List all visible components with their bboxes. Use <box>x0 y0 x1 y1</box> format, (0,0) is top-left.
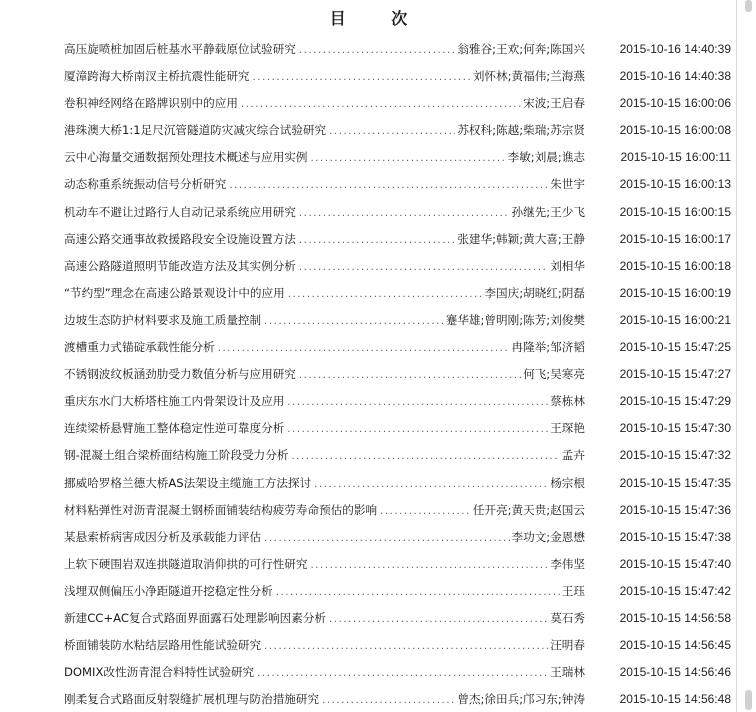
dot-leader <box>314 479 548 490</box>
entry-timestamp: 2015-10-15 15:47:29 <box>619 394 731 409</box>
entry-timestamp: 2015-10-15 16:00:17 <box>619 231 731 246</box>
dot-leader <box>276 587 560 598</box>
dot-leader <box>299 208 510 219</box>
entry-timestamp: 2015-10-15 15:47:27 <box>619 367 731 382</box>
toc-entry[interactable] <box>64 556 734 583</box>
toc-list <box>64 41 734 712</box>
dot-leader <box>229 180 548 191</box>
entry-authors: 杨宗根 <box>550 475 585 490</box>
entry-timestamp: 2015-10-15 15:47:35 <box>619 475 731 490</box>
entry-authors: 曾杰;徐田兵;邝习东;钟涛 <box>457 692 585 707</box>
dot-leader <box>287 397 548 408</box>
toc-entry[interactable] <box>64 529 734 556</box>
dot-leader <box>218 343 510 354</box>
entry-authors: 莫石秀 <box>550 610 585 625</box>
dot-leader <box>257 668 548 679</box>
entry-title-link[interactable]: 钢-混凝土组合梁桥面结构施工阶段受力分析 <box>64 448 289 463</box>
entry-title-link[interactable]: 重庆东水门大桥塔柱施工内骨架设计及应用 <box>64 394 285 409</box>
dot-leader <box>288 289 483 300</box>
entry-authors: 张建华;韩颖;黄大喜;王静 <box>457 231 585 246</box>
toc-entry[interactable] <box>64 502 734 529</box>
entry-title-link[interactable]: 厦漳跨海大桥南汊主桥抗震性能研究 <box>64 69 250 84</box>
entry-title-link[interactable]: 桥面铺装防水粘结层路用性能试验研究 <box>64 638 262 653</box>
toc-entry[interactable] <box>64 664 734 691</box>
entry-title-link[interactable]: 边坡生态防护材料要求及施工质量控制 <box>64 312 262 327</box>
entry-title-link[interactable]: 高速公路隧道照明节能改造方法及其实例分析 <box>64 258 296 273</box>
dot-leader <box>241 99 521 110</box>
entry-timestamp: 2015-10-15 14:56:58 <box>619 610 731 625</box>
dot-leader <box>264 641 548 652</box>
entry-timestamp: 2015-10-15 16:00:06 <box>619 96 731 111</box>
entry-title-link[interactable]: 卷积神经网络在路牌识别中的应用 <box>64 96 238 111</box>
dot-leader <box>299 45 455 56</box>
entry-title-link[interactable]: 挪威哈罗格兰德大桥AS法架设主缆施工方法探讨 <box>64 475 312 490</box>
entry-timestamp: 2015-10-15 16:00:19 <box>619 285 731 300</box>
toc-entry[interactable] <box>64 366 734 393</box>
dot-leader <box>322 695 455 706</box>
entry-authors: 汪明春 <box>550 638 585 653</box>
entry-authors: 刘怀林;黄福伟;兰海燕 <box>472 69 585 84</box>
entry-authors: 翁雅谷;王欢;何奔;陈国兴 <box>457 42 585 56</box>
entry-authors: 冉隆举;邹济韬 <box>511 340 585 355</box>
entry-title-link[interactable]: 渡槽重力式锚碇承载性能分析 <box>64 340 215 355</box>
entry-authors: 刘相华 <box>550 258 585 273</box>
toc-entry[interactable] <box>64 610 734 637</box>
dot-leader <box>264 316 444 327</box>
entry-authors: 王瑞林 <box>550 665 585 680</box>
toc-entry[interactable] <box>64 231 734 258</box>
toc-entry[interactable] <box>64 41 734 68</box>
toc-entry[interactable] <box>64 68 734 95</box>
scrollbar-arrow-up[interactable] <box>745 0 752 12</box>
dot-leader <box>329 614 548 625</box>
toc-entry[interactable] <box>64 122 734 149</box>
entry-timestamp: 2015-10-15 15:47:25 <box>619 340 731 355</box>
toc-entry[interactable] <box>64 339 734 366</box>
entry-timestamp: 2015-10-15 15:47:30 <box>619 421 731 436</box>
dot-leader <box>287 424 548 435</box>
toc-entry[interactable] <box>64 583 734 610</box>
dot-leader <box>299 370 521 381</box>
entry-authors: 朱世宇 <box>550 177 585 192</box>
page-title: 目 次 <box>329 9 428 28</box>
entry-timestamp: 2015-10-16 14:40:38 <box>619 69 731 84</box>
entry-title-link[interactable]: DOMIX改性沥青混合料特性试验研究 <box>64 665 255 680</box>
entry-timestamp: 2015-10-15 14:56:46 <box>619 665 731 680</box>
toc-entry[interactable] <box>64 475 734 502</box>
dot-leader <box>310 560 548 571</box>
dot-leader <box>380 506 471 517</box>
toc-entry[interactable] <box>64 420 734 447</box>
toc-entry[interactable] <box>64 393 734 420</box>
entry-authors: 孟卉 <box>561 448 585 463</box>
toc-entry[interactable] <box>64 204 734 231</box>
dot-leader <box>299 262 548 273</box>
entry-authors: 王琛艳 <box>550 421 585 436</box>
scrollbar-thumb[interactable] <box>745 690 752 710</box>
entry-authors: 蹇华雄;曾明刚;陈芳;刘俊樊 <box>445 312 585 327</box>
entry-timestamp: 2015-10-16 14:40:39 <box>619 42 731 56</box>
entry-authors: 王珏 <box>561 583 585 598</box>
entry-title-link[interactable]: 不锈钢波纹板涵劲肋受力数值分析与应用研究 <box>64 367 296 382</box>
entry-title-link[interactable]: 浅埋双侧偏压小净距隧道开挖稳定性分析 <box>64 583 273 598</box>
toc-entry[interactable] <box>64 285 734 312</box>
entry-title-link[interactable]: 新建CC+AC复合式路面界面露石处理影响因素分析 <box>64 610 327 625</box>
entry-timestamp: 2015-10-15 16:00:18 <box>619 258 731 273</box>
entry-title-link[interactable]: 港珠澳大桥1:1足尺沉管隧道防灾减灾综合试验研究 <box>64 123 327 138</box>
toc-entry[interactable] <box>64 95 734 122</box>
entry-timestamp: 2015-10-15 16:00:21 <box>619 312 731 327</box>
entry-authors: 蔡栋林 <box>550 394 585 409</box>
toc-entry[interactable] <box>64 149 734 176</box>
entry-title-link[interactable]: 某悬索桥病害成因分析及承载能力评估 <box>64 529 262 544</box>
entry-authors: 李伟坚 <box>550 556 585 571</box>
dot-leader <box>264 533 509 544</box>
dot-leader <box>253 72 471 83</box>
toc-entry[interactable] <box>64 258 734 285</box>
toc-entry[interactable] <box>64 447 734 474</box>
entry-timestamp: 2015-10-15 16:00:15 <box>619 204 731 219</box>
entry-title-link[interactable]: 机动车不避让过路行人自动记录系统应用研究 <box>64 204 296 219</box>
entry-authors: 宋波;王启春 <box>523 96 585 111</box>
entry-title-link[interactable]: 连续梁桥悬臂施工整体稳定性逆可靠度分析 <box>64 421 285 436</box>
toc-entry[interactable] <box>64 637 734 664</box>
entry-timestamp: 2015-10-15 14:56:48 <box>619 692 731 707</box>
toc-entry[interactable] <box>64 691 734 712</box>
entry-title-link[interactable]: 刚柔复合式路面反射裂缝扩展机理与防治措施研究 <box>64 692 320 707</box>
entry-authors: 何飞;吴寒亮 <box>523 367 585 382</box>
toc-entry[interactable] <box>64 176 734 203</box>
entry-timestamp: 2015-10-15 15:47:38 <box>619 529 731 544</box>
entry-authors: 李功文;金恩懋 <box>511 529 585 544</box>
entry-authors: 李国庆;胡晓红;阴磊 <box>484 285 585 300</box>
entry-title-link[interactable]: 动态称重系统振动信号分析研究 <box>64 177 227 192</box>
entry-timestamp: 2015-10-15 16:00:08 <box>619 123 731 138</box>
entry-timestamp: 2015-10-15 15:47:40 <box>619 556 731 571</box>
entry-authors: 任开亮;黄天贵;赵国云 <box>472 502 585 517</box>
entry-authors: 孙继先;王少飞 <box>511 204 585 219</box>
entry-title-link[interactable]: 高速公路交通事故救援路段安全设施设置方法 <box>64 231 296 246</box>
entry-title-link[interactable]: “节约型”理念在高速公路景观设计中的应用 <box>64 285 285 300</box>
entry-title-link[interactable]: 高压旋喷桩加固后桩基水平静载原位试验研究 <box>64 42 296 56</box>
entry-timestamp: 2015-10-15 15:47:32 <box>619 448 731 463</box>
entry-timestamp: 2015-10-15 15:47:36 <box>619 502 731 517</box>
dot-leader <box>291 451 559 462</box>
entry-authors: 李敏;刘晨;谯志 <box>507 150 585 165</box>
entry-timestamp: 2015-10-15 14:56:45 <box>619 638 731 653</box>
dot-leader <box>310 153 505 164</box>
toc-entry[interactable] <box>64 312 734 339</box>
entry-title-link[interactable]: 材料粘弹性对沥青混凝土钢桥面铺装结构疲劳寿命预估的影响 <box>64 502 378 517</box>
dot-leader <box>329 126 455 137</box>
entry-authors: 苏权科;陈越;柴瑞;苏宗贤 <box>457 123 585 138</box>
entry-title-link[interactable]: 上软下硬围岩双连拱隧道取消仰拱的可行性研究 <box>64 556 308 571</box>
entry-timestamp: 2015-10-15 16:00:11 <box>620 150 731 165</box>
entry-timestamp: 2015-10-15 15:47:42 <box>619 583 731 598</box>
dot-leader <box>299 235 455 246</box>
entry-title-link[interactable]: 云中心海量交通数据预处理技术概述与应用实例 <box>64 150 308 165</box>
entry-timestamp: 2015-10-15 16:00:13 <box>619 177 731 192</box>
